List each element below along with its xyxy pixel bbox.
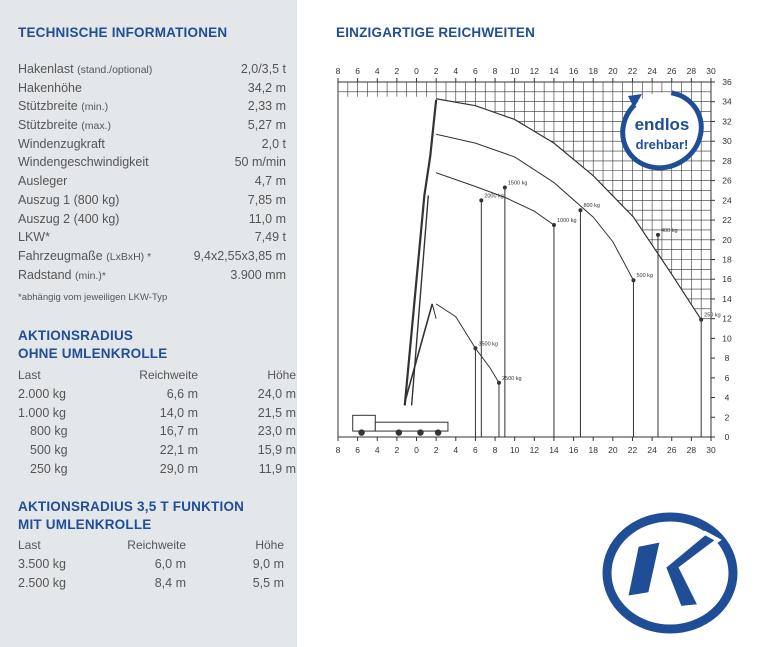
load-point: [656, 233, 660, 237]
cell-reach: 22,1 m: [159, 443, 198, 458]
y-tick-label: 18: [722, 254, 732, 265]
load-point-label: 2500 kg: [501, 375, 522, 382]
cell-last: 1.000 kg: [18, 405, 66, 420]
load-point-label: 500 kg: [636, 273, 653, 280]
spec-label-text: Hakenlast: [18, 62, 74, 76]
footnote: *abhängig vom jeweiligen LKW-Typ: [18, 292, 168, 303]
truck-wheel: [396, 429, 402, 435]
spec-label-text: Auszug 2 (400 kg): [18, 211, 120, 226]
x-tick-label-bottom: 12: [529, 445, 540, 455]
y-tick-label: 30: [722, 136, 732, 147]
load-point: [631, 278, 635, 282]
spec-value: 5,27 m: [247, 118, 286, 133]
spec-label-qualifier: (LxBxH) *: [106, 250, 152, 263]
load-point: [699, 318, 703, 322]
tech-heading: TECHNISCHE INFORMATIONEN: [18, 25, 228, 40]
spec-label-qualifier: (min.)*: [75, 269, 106, 282]
x-tick-label-top: 2: [433, 66, 439, 76]
load-point-label: 800 kg: [583, 203, 600, 210]
x-tick-label-top: 16: [568, 66, 579, 76]
spec-value: 2,0/3,5 t: [240, 62, 286, 76]
load-point: [578, 208, 582, 212]
cell-height: 21,5 m: [257, 405, 296, 420]
endlos-drehbar-badge: [609, 78, 715, 182]
spec-value: 2,33 m: [247, 99, 286, 114]
column-header-height: Höhe: [267, 368, 296, 383]
cell-reach: 14,0 m: [159, 405, 198, 420]
cell-height: 24,0 m: [257, 387, 296, 402]
x-tick-label-bottom: 2: [394, 445, 400, 455]
load-point-label: 1000 kg: [556, 217, 577, 224]
x-tick-label-top: 26: [667, 66, 677, 76]
truck-wheel: [417, 429, 423, 435]
cell-reach: 6,6 m: [166, 387, 198, 402]
y-tick-label: 6: [724, 372, 730, 383]
y-tick-label: 0: [724, 432, 730, 442]
x-tick-label-bottom: 18: [588, 445, 598, 455]
cell-reach: 6,0 m: [154, 557, 186, 572]
x-tick-label-top: 4: [374, 66, 380, 76]
y-tick-label: 22: [722, 215, 732, 226]
cell-height: 5,5 m: [252, 575, 284, 590]
load-point-label: 250 kg: [704, 312, 721, 319]
y-tick-label: 12: [722, 313, 732, 324]
x-tick-label-bottom: 26: [667, 445, 677, 455]
cell-last: 2.500 kg: [18, 575, 66, 590]
spec-label-text: LKW*: [18, 230, 50, 245]
load-point-label: 2000 kg: [484, 193, 504, 200]
spec-label-qualifier: (stand./optional): [77, 64, 153, 76]
cell-height: 23,0 m: [257, 424, 296, 439]
crane-boom: [405, 100, 436, 406]
cell-height: 15,9 m: [257, 443, 296, 458]
spec-label-text: Ausleger: [18, 174, 68, 189]
load-point: [497, 381, 501, 385]
truck-cab: [353, 415, 376, 431]
x-tick-label-bottom: 20: [608, 445, 618, 455]
spec-value: 9,4x2,55x3,85 m: [193, 248, 286, 263]
x-tick-label-bottom: 16: [568, 445, 579, 455]
badge-line1: endlos: [634, 115, 690, 134]
y-tick-label: 34: [722, 96, 732, 107]
cell-last: 2.000 kg: [18, 387, 66, 402]
spec-label-text: Windengeschwindigkeit: [18, 155, 149, 170]
spec-value: 3.900 mm: [230, 267, 286, 282]
load-point: [552, 223, 556, 227]
x-tick-label-bottom: 30: [706, 445, 716, 455]
spec-value: 34,2 m: [247, 80, 286, 95]
radius2-heading-line2: MIT UMLENKROLLE: [18, 517, 152, 532]
cell-last: 500 kg: [30, 443, 68, 458]
x-tick-label-bottom: 4: [453, 445, 459, 455]
cell-last: 3.500 kg: [18, 557, 66, 572]
truck-wheel: [435, 429, 441, 435]
x-tick-label-bottom: 6: [473, 445, 478, 455]
x-tick-label-top: 20: [608, 66, 618, 76]
cell-height: 11,9 m: [258, 461, 296, 476]
x-tick-label-top: 2: [394, 66, 400, 76]
x-tick-label-top: 8: [492, 66, 498, 76]
x-tick-label-top: 0: [414, 66, 419, 76]
x-tick-label-bottom: 8: [492, 445, 498, 455]
y-tick-label: 2: [724, 412, 730, 423]
spec-label-qualifier: (max.): [81, 120, 111, 133]
load-point: [503, 186, 507, 190]
x-tick-label-bottom: 4: [374, 445, 380, 455]
y-tick-label: 26: [722, 175, 732, 186]
load-point: [473, 346, 477, 350]
load-point: [479, 198, 483, 202]
load-point-label: 1500 kg: [507, 180, 528, 187]
x-tick-label-top: 10: [509, 66, 520, 76]
badge-line2: drehbar!: [635, 137, 689, 152]
truck-wheel: [358, 429, 364, 435]
x-tick-label-top: 22: [627, 66, 638, 76]
spec-label-text: Radstand: [18, 267, 72, 282]
x-tick-label-bottom: 24: [647, 445, 657, 455]
y-tick-label: 32: [722, 116, 732, 127]
crane-illustration: [348, 100, 451, 437]
x-tick-label-top: 18: [588, 66, 598, 76]
y-tick-label: 4: [724, 392, 730, 403]
cell-reach: 29,0 m: [159, 461, 198, 476]
x-tick-label-top: 12: [529, 66, 540, 76]
spec-label-text: Auszug 1 (800 kg): [18, 192, 120, 207]
cell-last: 250 kg: [30, 461, 68, 476]
reach-curve-2: [436, 134, 633, 280]
spec-value: 7,85 m: [247, 192, 286, 207]
y-tick-label: 24: [722, 195, 732, 206]
spec-label-text: Stützbreite: [18, 99, 78, 114]
y-tick-label: 16: [722, 274, 732, 285]
x-tick-label-bottom: 10: [509, 445, 520, 455]
y-tick-label: 28: [722, 155, 732, 166]
spec-value: 2,0 t: [261, 136, 286, 151]
x-tick-label-top: 8: [335, 66, 341, 76]
chart-title: EINZIGARTIGE REICHWEITEN: [336, 25, 536, 40]
x-tick-label-top: 6: [473, 66, 478, 76]
spec-value: 4,7 m: [254, 174, 286, 189]
y-tick-label: 14: [722, 293, 732, 304]
company-logo: [607, 517, 733, 629]
x-tick-label-bottom: 2: [433, 445, 439, 455]
spec-value: 50 m/min: [234, 155, 286, 170]
x-tick-label-top: 30: [706, 66, 716, 76]
load-point-label: 400 kg: [660, 227, 678, 234]
y-tick-label: 20: [722, 234, 732, 245]
x-tick-label-top: 24: [647, 66, 657, 76]
x-tick-label-top: 4: [453, 66, 459, 76]
x-tick-label-bottom: 6: [355, 445, 360, 455]
spec-label-qualifier: (min.): [81, 101, 109, 114]
crane-hook-line: [432, 304, 436, 319]
column-header-reach: Reichweite: [127, 538, 186, 553]
spec-label-text: Fahrzeugmaße: [18, 248, 103, 263]
spec-label-text: Hakenhöhe: [18, 80, 82, 95]
cell-reach: 8,4 m: [154, 575, 186, 590]
cell-reach: 16,7 m: [159, 424, 198, 439]
cell-last: 800 kg: [30, 424, 68, 439]
x-tick-label-bottom: 22: [627, 445, 638, 455]
y-tick-label: 8: [724, 353, 730, 364]
spec-label-text: Stützbreite: [18, 118, 78, 133]
x-tick-label-top: 6: [355, 66, 360, 76]
cell-height: 9,0 m: [252, 557, 284, 572]
x-tick-label-bottom: 0: [414, 445, 419, 455]
radius2-heading-line1: AKTIONSRADIUS 3,5 T FUNKTION: [18, 499, 245, 514]
spec-value: 7,49 t: [254, 230, 286, 245]
y-tick-label: 10: [722, 333, 732, 344]
column-header-height: Höhe: [255, 538, 284, 553]
column-header-last: Last: [18, 538, 41, 553]
radius1-heading-line1: AKTIONSRADIUS: [18, 328, 134, 343]
spec-value: 11,0 m: [248, 211, 286, 226]
load-point-label: 3500 kg: [478, 341, 498, 348]
column-header-last: Last: [18, 368, 41, 383]
y-tick-label: 36: [722, 77, 732, 87]
x-tick-label-top: 28: [686, 66, 697, 76]
x-tick-label-bottom: 8: [335, 445, 341, 455]
radius1-heading-line2: OHNE UMLENKROLLE: [18, 346, 168, 361]
spec-label-text: Windenzugkraft: [18, 136, 105, 151]
column-header-reach: Reichweite: [139, 368, 198, 383]
load-points: [473, 181, 720, 437]
x-tick-label-bottom: 14: [549, 445, 559, 455]
x-tick-label-top: 14: [549, 66, 559, 76]
x-tick-label-bottom: 28: [686, 445, 697, 455]
